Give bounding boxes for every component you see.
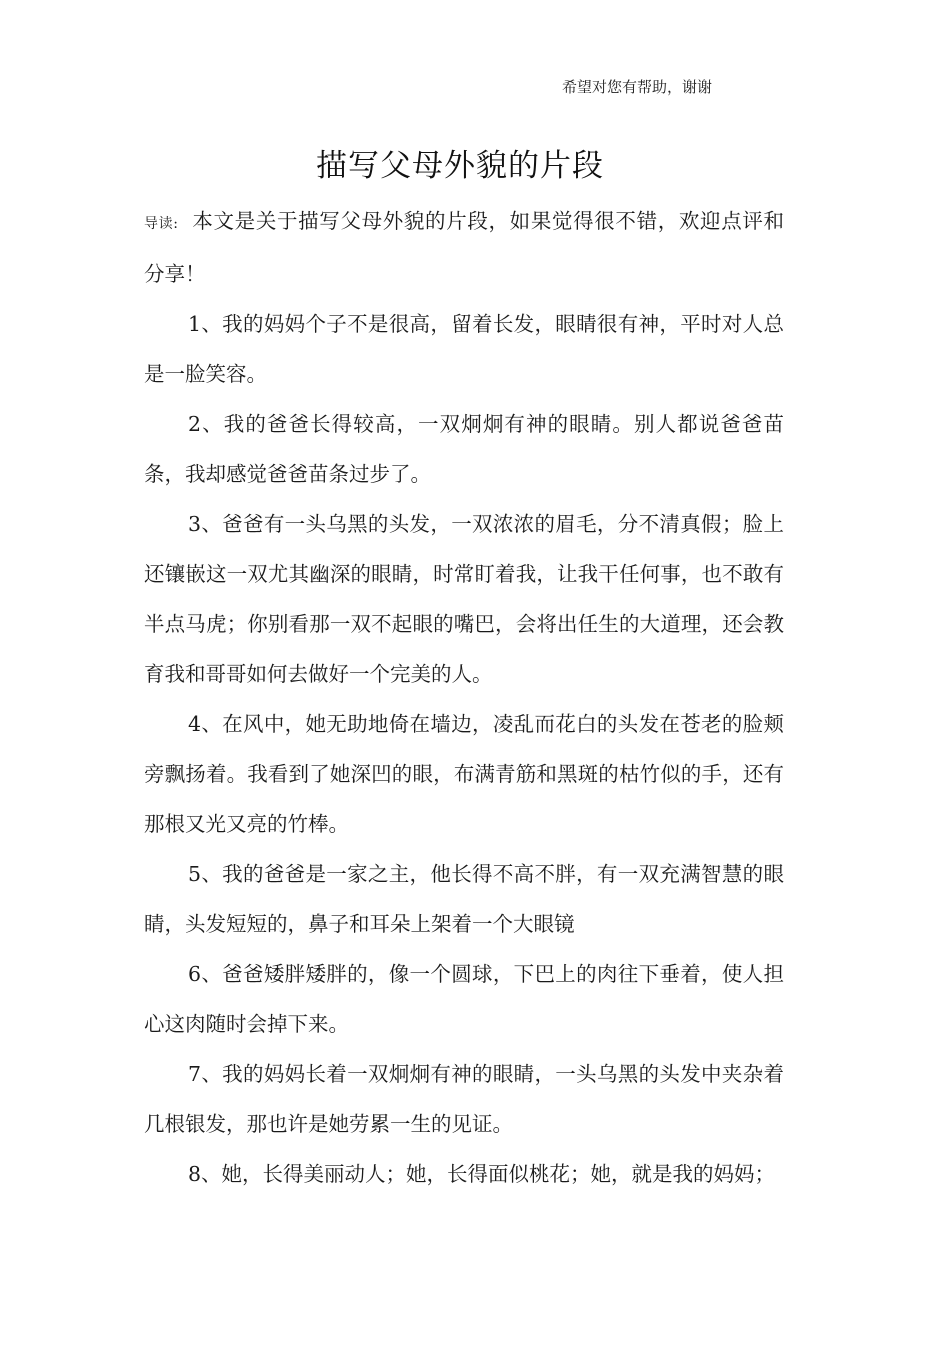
paragraph-8: 8、她，长得美丽动人；她，长得面似桃花；她，就是我的妈妈； bbox=[188, 1162, 776, 1186]
intro-paragraph bbox=[144, 196, 784, 299]
intro-text: 本文是关于描写父母外貌的片段，如果觉得很不错，欢迎点评和分享！ bbox=[144, 209, 784, 286]
paragraph-1: 1、我的妈妈个子不是很高，留着长发，眼睛很有神，平时对人总是一脸笑容。 bbox=[144, 312, 784, 386]
document-body bbox=[144, 196, 784, 1199]
paragraph-5: 5、我的爸爸是一家之主，他长得不高不胖，有一双充满智慧的眼睛，头发短短的，鼻子和耳朵上架着一个大眼镜 bbox=[144, 862, 784, 936]
paragraph-6: 6、爸爸矮胖矮胖的，像一个圆球，下巴上的肉往下垂着，使人担心这肉随时会掉下来。 bbox=[144, 962, 784, 1036]
document-title: 描写父母外貌的片段 bbox=[316, 148, 604, 184]
paragraph-7: 7、我的妈妈长着一双炯炯有神的眼睛，一头乌黑的头发中夹杂着几根银发，那也许是她劳累一生的见证。 bbox=[144, 1062, 784, 1136]
paragraph-4: 4、在风中，她无助地倚在墙边，凌乱而花白的头发在苍老的脸颊旁飘扬着。我看到了她深凹的眼，布满青筋和黑斑的枯竹似的手，还有那根又光又亮的竹棒。 bbox=[144, 712, 784, 836]
paragraph-3: 3、爸爸有一头乌黑的头发，一双浓浓的眉毛，分不清真假；脸上还镶嵌这一双尤其幽深的眼睛，时常盯着我，让我干任何事，也不敢有半点马虎；你别看那一双不起眼的嘴巴，会将出任生的大道理，还会教育我和哥哥如何去做好一个完美的人。 bbox=[144, 512, 784, 686]
paragraph-2: 2、我的爸爸长得较高，一双炯炯有神的眼睛。别人都说爸爸苗条，我却感觉爸爸苗条过步了。 bbox=[144, 412, 784, 486]
header-note: 希望对您有帮助，谢谢 bbox=[562, 78, 713, 96]
intro-label: 导读: bbox=[144, 216, 179, 232]
